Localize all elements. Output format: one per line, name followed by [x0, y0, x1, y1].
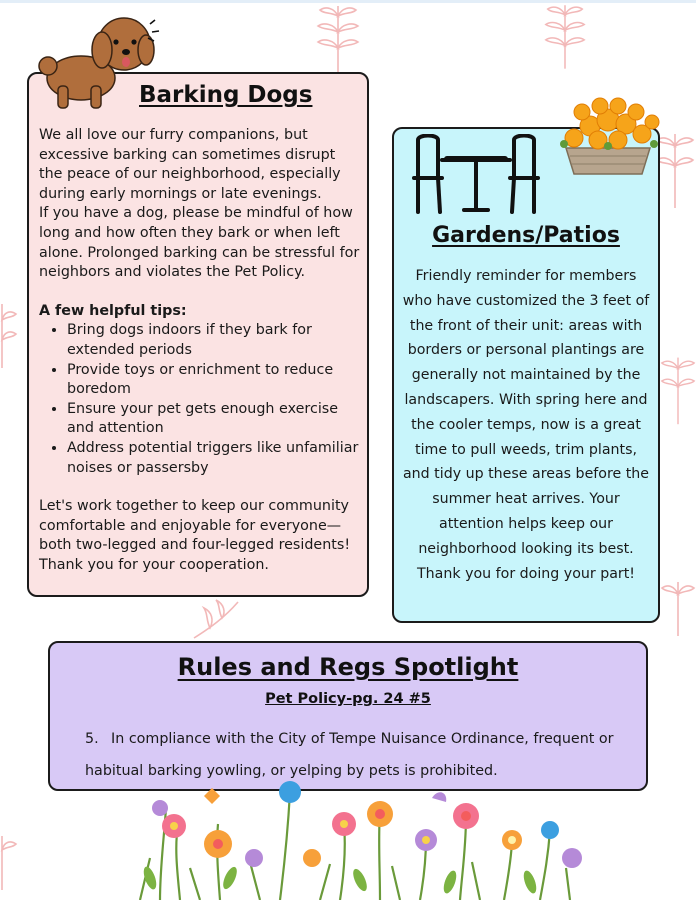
rules-spotlight-panel — [48, 641, 648, 791]
list-item: • Address potential triggers like unfamiliar noises or passersby — [67, 439, 361, 478]
leaf-sprig-icon — [0, 832, 20, 892]
dog-illustration — [36, 10, 160, 110]
leaf-sprig-icon — [190, 598, 242, 642]
leaf-sprig-icon — [540, 0, 590, 72]
bistro-table-icon — [408, 134, 544, 214]
barking-dogs-title: Barking Dogs — [139, 82, 313, 108]
gardens-patios-body: Friendly reminder for members who have customized the 3 feet of the front of their unit: areas with borders or personal plantings are generally not maintained by the landscapers. With spring here and the cooler temps, now is a great time to pull weeds, trim plants, and tidy up these areas before the summer heat arrives. Your attention helps keep our neighborhood looking its best. Thank you for doing your part! — [402, 268, 650, 582]
tips-list — [39, 321, 361, 478]
leaf-sprig-icon — [660, 350, 696, 430]
rules-spotlight-subtitle: Pet Policy-pg. 24 #5 — [265, 691, 431, 707]
leaf-sprig-icon — [660, 578, 696, 638]
barking-dogs-panel — [27, 72, 369, 597]
barking-dogs-closing: Let's work together to keep our community comfortable and enjoyable for everyone—both two-legged and four-legged residents! Thank you for your cooperation. — [39, 498, 351, 573]
barking-dogs-paragraph: If you have a dog, please be mindful of how long and how often they bark or when left alone. Prolonged barking can be stressful for neighbors and violates the Pet Policy. — [39, 205, 360, 281]
list-item: • Bring dogs indoors if they bark for extended periods — [67, 321, 361, 360]
barking-dogs-intro: We all love our furry companions, but excessive barking can sometimes disrupt the peace of our neighborhood, especially during early mornings or late evenings. — [39, 127, 341, 202]
list-item: • Provide toys or enrichment to reduce boredom — [67, 361, 361, 400]
rule-text: In compliance with the City of Tempe Nuisance Ordinance, frequent or habitual barking yowling, or yelping by pets is prohibited. — [85, 731, 614, 779]
wildflowers-illustration — [120, 778, 600, 900]
barking-dogs-body — [39, 126, 361, 575]
leaf-sprig-icon — [655, 130, 695, 210]
list-item: • Ensure your pet gets enough exercise and attention — [67, 400, 361, 439]
rules-spotlight-title: Rules and Regs Spotlight — [177, 653, 519, 681]
rule-number: 5. — [85, 731, 99, 747]
flower-basket-illustration — [556, 96, 660, 178]
tips-heading: A few helpful tips: — [39, 302, 187, 319]
leaf-sprig-icon — [0, 300, 18, 370]
leaf-sprig-icon — [312, 2, 364, 74]
gardens-patios-title: Gardens/Patios — [432, 223, 620, 248]
